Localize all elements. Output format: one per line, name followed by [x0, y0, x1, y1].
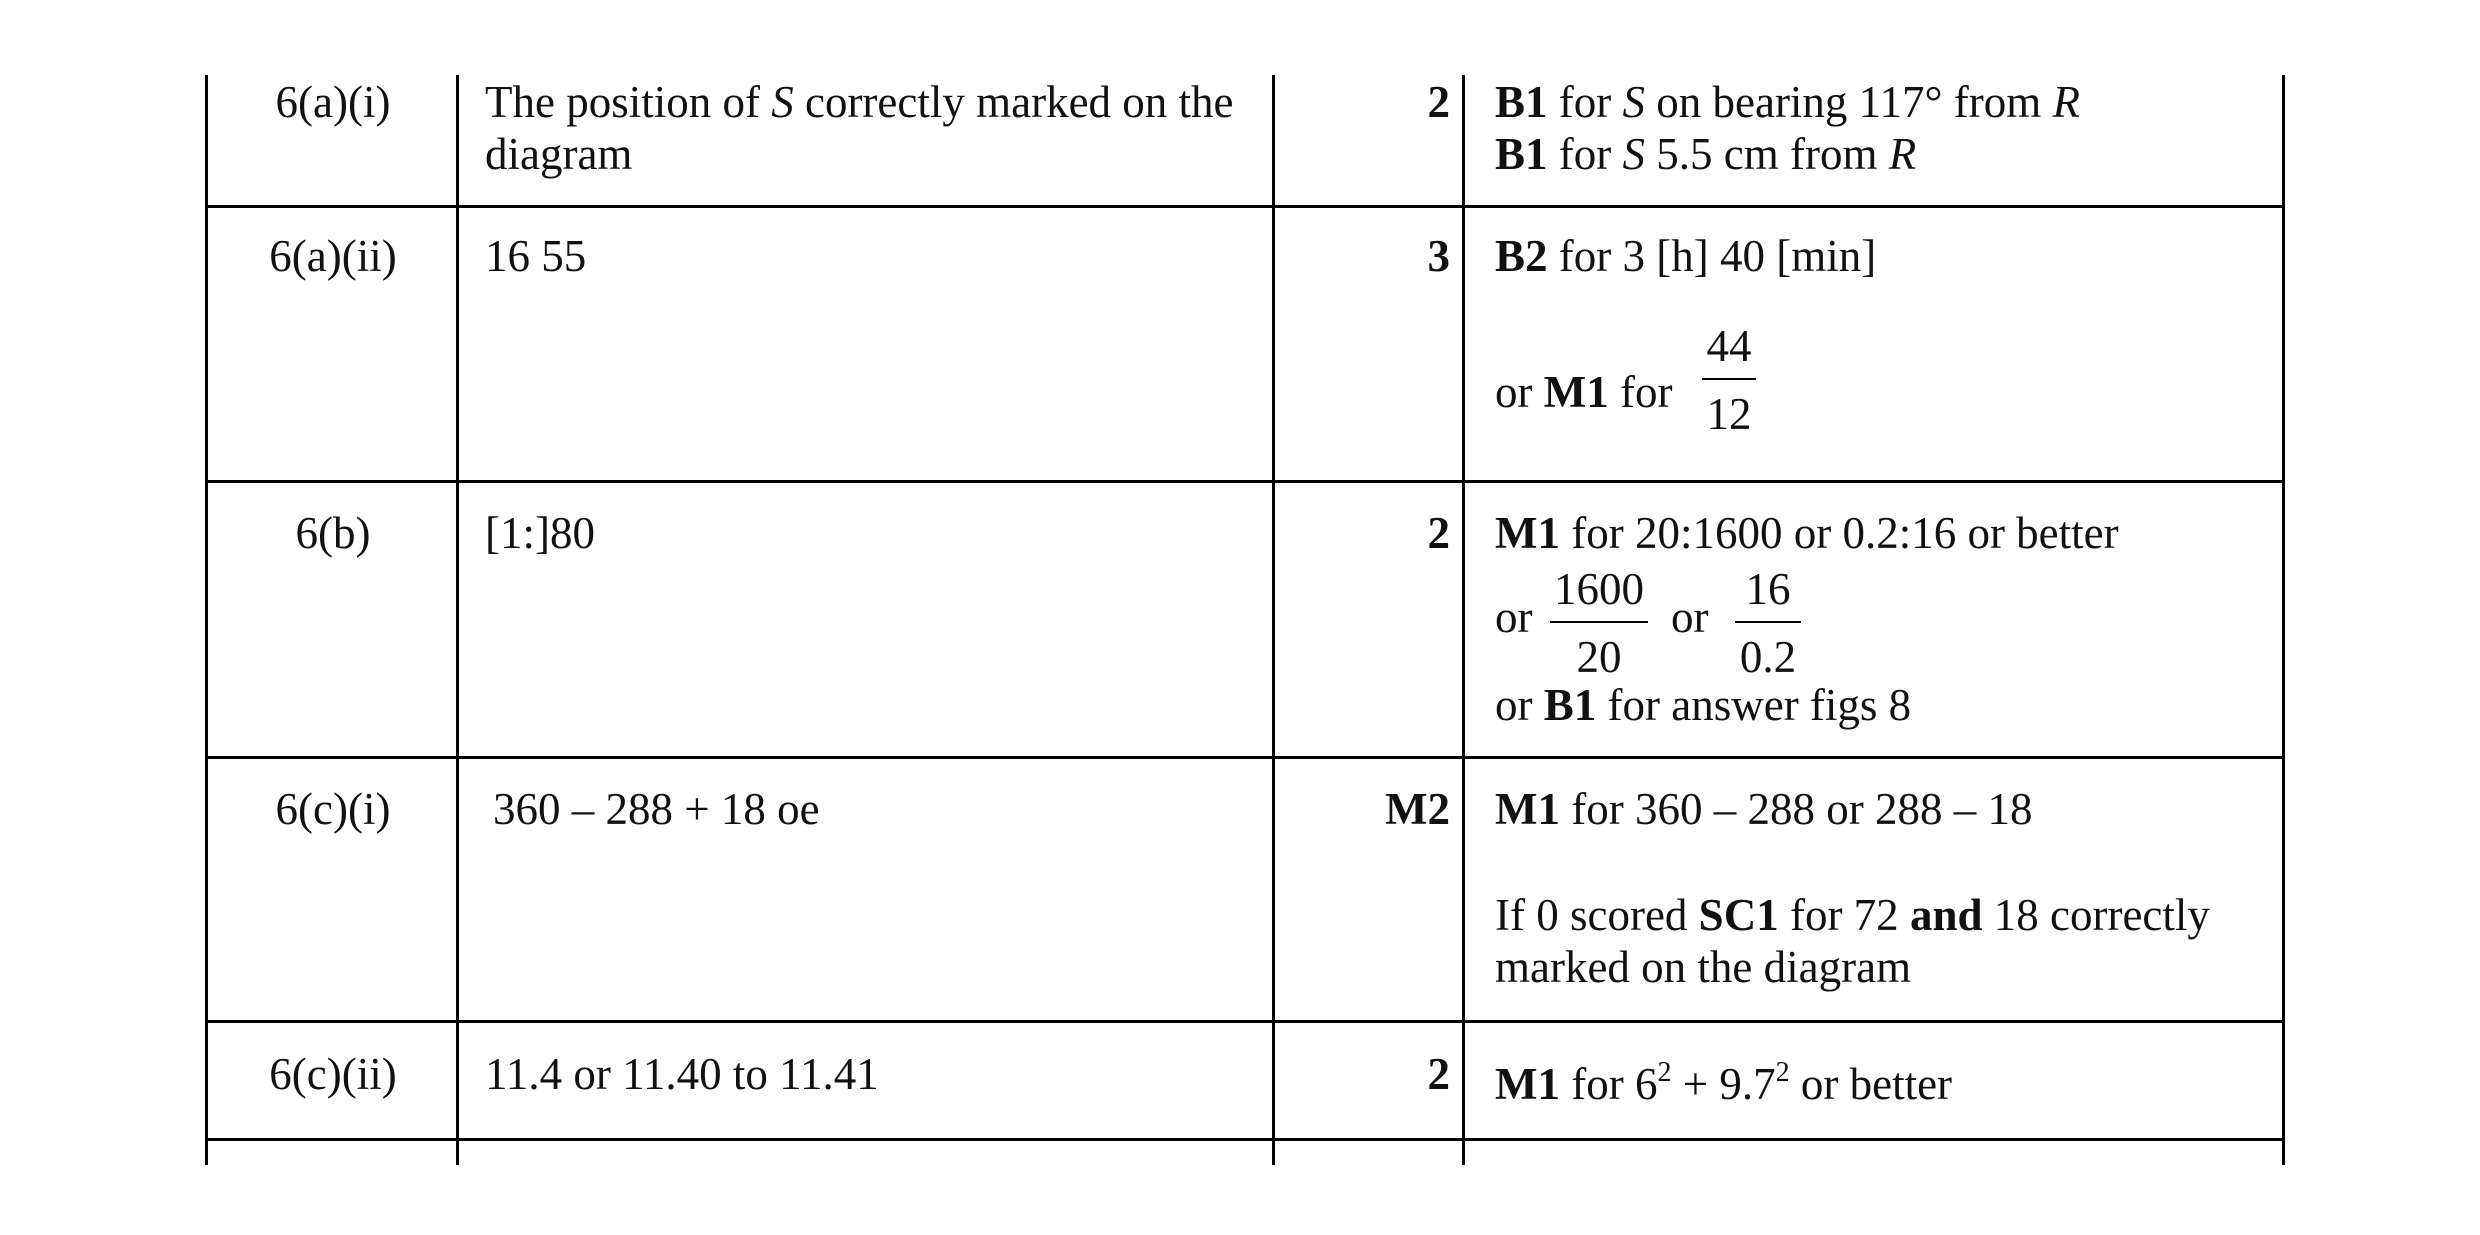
- guidance-base: 6: [1634, 1059, 1658, 1109]
- marks: 3: [1427, 231, 1450, 281]
- column-divider-marks: [1462, 75, 1465, 1165]
- guidance-exponent: 2: [1775, 1057, 1790, 1088]
- fraction: [1550, 563, 1648, 683]
- fraction-numerator: 1600: [1554, 564, 1644, 614]
- mark-code: B1: [1543, 680, 1597, 730]
- answer-text: correctly marked on the: [793, 77, 1234, 127]
- guidance-text: If 0 scored: [1495, 890, 1699, 940]
- question-number: 6(a)(ii): [269, 231, 397, 281]
- guidance-text: or: [1495, 367, 1544, 417]
- question-number: 6(c)(ii): [269, 1049, 397, 1099]
- row-divider-5: [205, 1138, 2285, 1141]
- guidance-text: for 3 [h] 40 [min]: [1547, 231, 1877, 281]
- question-number: 6(a)(i): [275, 77, 391, 127]
- guidance-text: 5.5 cm from: [1645, 129, 1889, 179]
- mark-code: M1: [1495, 784, 1560, 834]
- guidance-variable: R: [2052, 77, 2080, 127]
- marks: 2: [1427, 508, 1450, 558]
- fraction-numerator: 44: [1706, 321, 1752, 371]
- guidance-text: for 20:1600 or 0.2:16 or better: [1559, 508, 2119, 558]
- guidance-text: for answer figs 8: [1596, 680, 1912, 730]
- guidance-text: for 72: [1778, 890, 1910, 940]
- guidance-text: for: [1559, 784, 1635, 834]
- mark-code: B2: [1495, 231, 1548, 281]
- fraction-bar: [1735, 621, 1801, 623]
- guidance-text: on bearing 117° from: [1645, 77, 2053, 127]
- fraction-numerator: 16: [1745, 564, 1791, 614]
- guidance-text: for: [1547, 77, 1623, 127]
- row-divider-3: [205, 756, 2285, 759]
- answer-text: diagram: [485, 129, 633, 179]
- row-divider-4: [205, 1020, 2285, 1023]
- marks: 2: [1427, 1049, 1450, 1099]
- guidance-text: or: [1495, 592, 1533, 642]
- guidance-text: marked on the diagram: [1495, 942, 1912, 992]
- guidance-expression: + 9.7: [1671, 1059, 1776, 1109]
- guidance-text: for: [1559, 1059, 1635, 1109]
- mark-code: M1: [1543, 367, 1609, 417]
- guidance-emphasis: and: [1909, 890, 1983, 940]
- row-divider-1: [205, 205, 2285, 208]
- fraction: [1702, 320, 1756, 440]
- guidance-exponent: 2: [1657, 1057, 1672, 1088]
- guidance-text: for: [1547, 129, 1623, 179]
- guidance-expression: 360 – 288: [1634, 784, 1815, 834]
- answer-variable: S: [771, 77, 794, 127]
- fraction: [1735, 563, 1801, 683]
- guidance-text: or: [1495, 680, 1544, 730]
- question-number: 6(b): [295, 508, 371, 558]
- guidance-variable: S: [1622, 129, 1645, 179]
- answer-text: 11.4 or 11.40 to 11.41: [485, 1049, 879, 1099]
- mark-code: SC1: [1698, 890, 1779, 940]
- answer-suffix: oe: [777, 784, 820, 834]
- fraction-bar: [1702, 378, 1756, 380]
- guidance-text: or: [1671, 592, 1709, 642]
- fraction-denominator: 20: [1576, 632, 1622, 682]
- guidance-variable: S: [1622, 77, 1645, 127]
- guidance-text: or better: [1789, 1059, 1953, 1109]
- mark-code: B1: [1495, 129, 1548, 179]
- mark-code: B1: [1495, 77, 1548, 127]
- answer-text: The position of: [485, 77, 772, 127]
- guidance-text: 18 correctly: [1982, 890, 2210, 940]
- guidance-variable: R: [1888, 129, 1917, 179]
- row-divider-2: [205, 480, 2285, 483]
- fraction-bar: [1550, 621, 1648, 623]
- fraction-denominator: 0.2: [1739, 632, 1797, 682]
- guidance-text: or: [1814, 784, 1875, 834]
- mark-code: M1: [1495, 1059, 1560, 1109]
- guidance-expression: 288 – 18: [1874, 784, 2033, 834]
- guidance-text: for: [1608, 367, 1673, 417]
- answer-expression: 360 – 288 + 18: [493, 784, 766, 834]
- column-divider-right: [2282, 75, 2285, 1165]
- fraction-denominator: 12: [1706, 389, 1752, 439]
- answer-text: 16 55: [485, 231, 587, 281]
- mark-code: M1: [1495, 508, 1560, 558]
- question-number: 6(c)(i): [275, 784, 391, 834]
- marks: M2: [1385, 784, 1450, 834]
- answer-text: [1:]80: [485, 508, 595, 558]
- marks: 2: [1427, 77, 1450, 127]
